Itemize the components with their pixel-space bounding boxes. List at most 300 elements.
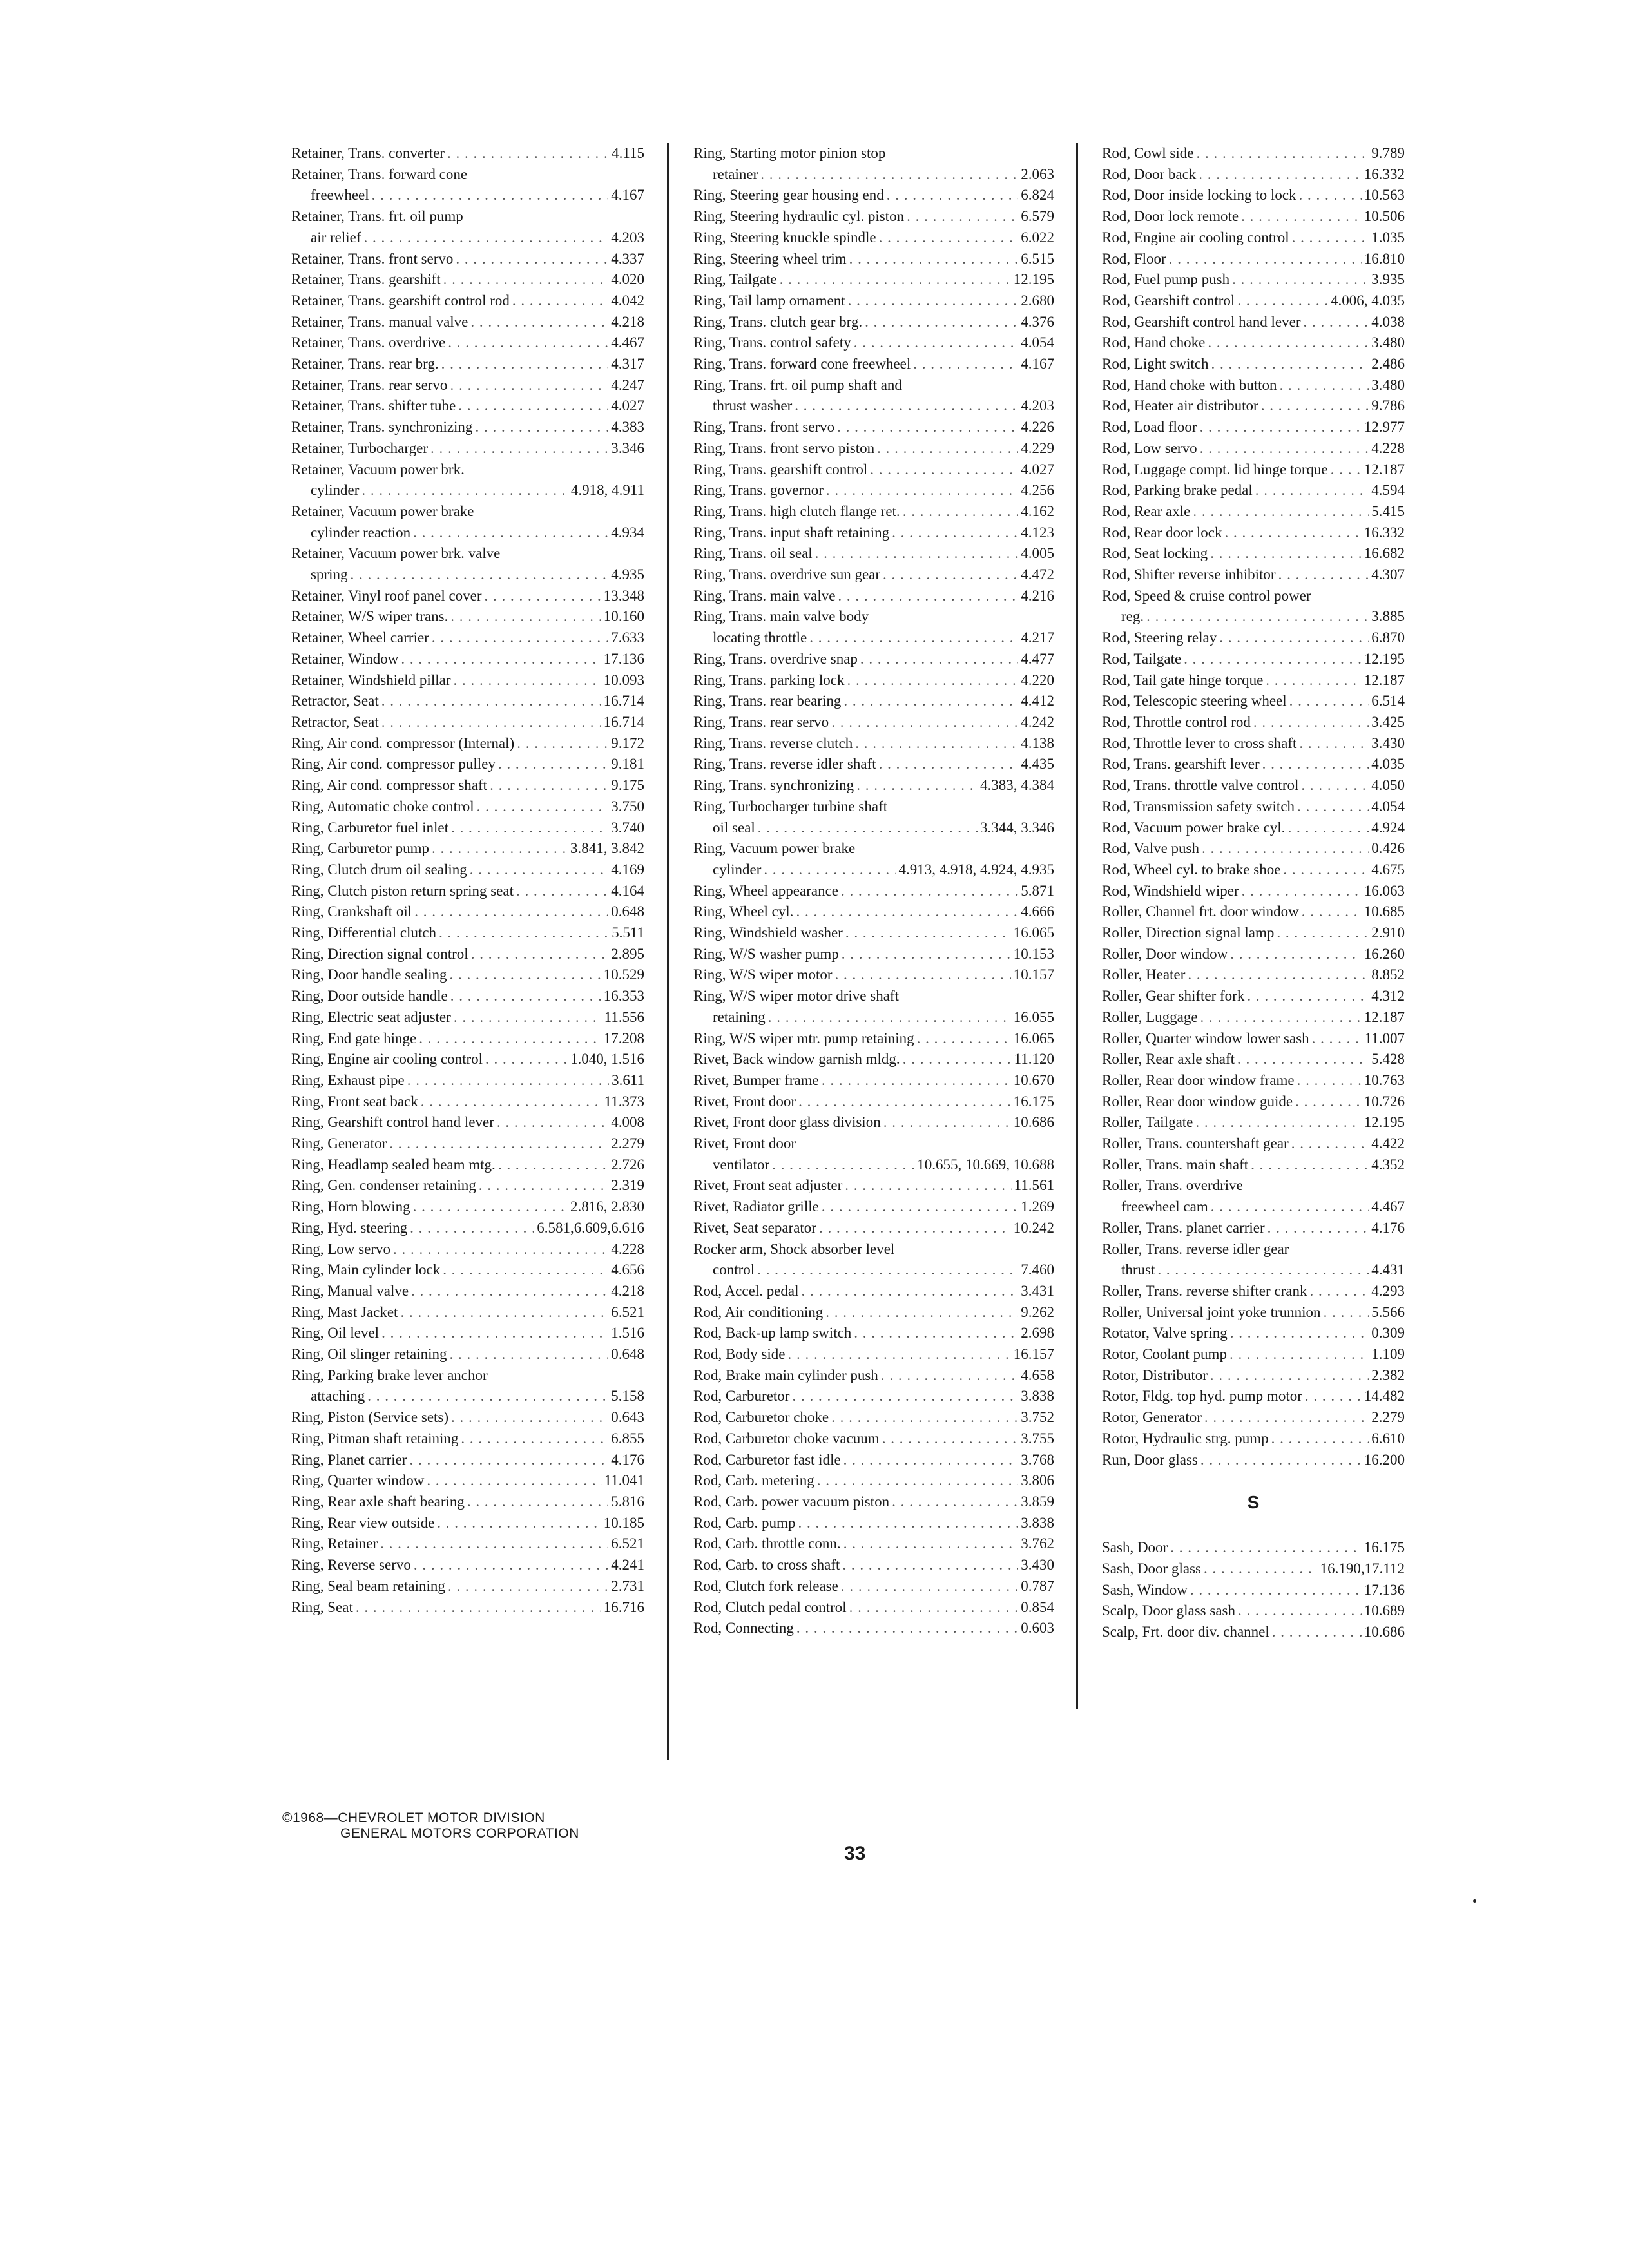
dot-leader <box>819 1218 1011 1239</box>
entry-page-ref: 4.218 <box>611 313 644 330</box>
entry-page-ref: 4.054 <box>1371 798 1405 814</box>
dot-leader <box>1309 1281 1369 1302</box>
entry-term: Rod, Heater air distributor <box>1102 398 1258 414</box>
dot-leader <box>817 1470 1018 1492</box>
dot-leader <box>1292 227 1369 249</box>
entry-page-ref: 3.480 <box>1371 334 1405 351</box>
dot-leader <box>841 881 1018 902</box>
entry-term: Ring, Manual valve <box>291 1282 409 1299</box>
entry-page-ref: 16.065 <box>1013 925 1054 941</box>
dot-leader <box>798 1513 1018 1534</box>
entry-term: Sash, Door glass <box>1102 1561 1201 1577</box>
index-entry <box>291 923 644 944</box>
entry-term: Rod, Throttle lever to cross shaft <box>1102 735 1297 751</box>
entry-term: Scalp, Door glass sash <box>1102 1602 1235 1619</box>
index-entry <box>693 543 1054 564</box>
entry-term: Retainer, Trans. frt. oil pump <box>291 208 463 225</box>
entry-term: Roller, Luggage <box>1102 1008 1198 1025</box>
dot-leader <box>407 1070 609 1091</box>
dot-leader <box>849 1597 1019 1619</box>
entry-page-ref: 4.594 <box>1371 482 1405 499</box>
index-entry <box>291 649 644 670</box>
entry-term: Ring, Gen. condenser retaining <box>291 1177 476 1194</box>
index-entry <box>1102 269 1405 291</box>
entry-page-ref: 0.426 <box>1371 840 1405 857</box>
entry-page-ref: 4.383, 4.384 <box>980 777 1054 794</box>
entry-term: Ring, Reverse servo <box>291 1557 411 1573</box>
index-entry <box>1102 1049 1405 1070</box>
entry-term: Ring, Steering wheel trim <box>693 250 847 267</box>
index-entry <box>291 670 644 691</box>
entry-term: Rod, Trans. throttle valve control <box>1102 777 1299 794</box>
entry-page-ref: 4.169 <box>611 861 644 878</box>
entry-page-ref: 0.309 <box>1371 1325 1405 1341</box>
entry-page-ref: 3.346 <box>611 439 644 456</box>
index-entry <box>1102 733 1405 754</box>
entry-page-ref: 4.220 <box>1021 671 1054 688</box>
index-entry <box>693 1428 1054 1450</box>
entry-page-ref: 6.579 <box>1021 208 1054 225</box>
entry-page-ref: 4.054 <box>1021 334 1054 351</box>
dot-leader <box>361 480 568 501</box>
index-entry <box>1102 1091 1405 1113</box>
entry-term: Roller, Tailgate <box>1102 1114 1193 1131</box>
dot-leader <box>780 269 1011 291</box>
index-entry <box>1102 312 1405 333</box>
dot-leader <box>865 312 1018 333</box>
entry-term: Ring, Trans. control safety <box>693 334 851 351</box>
entry-term: Ring, Gearshift control hand lever <box>291 1114 494 1131</box>
index-entry <box>693 796 1054 838</box>
index-entry <box>1102 649 1405 670</box>
entry-page-ref: 10.685 <box>1364 903 1405 920</box>
dot-leader <box>381 1323 608 1344</box>
speck <box>1473 1899 1476 1903</box>
entry-page-ref: 2.382 <box>1371 1367 1405 1383</box>
dot-leader <box>1331 459 1362 481</box>
entry-term: Ring, Seat <box>291 1599 353 1615</box>
dot-leader <box>1188 965 1369 986</box>
index-entry <box>1102 1600 1405 1622</box>
dot-leader <box>837 417 1018 438</box>
entry-page-ref: 4.038 <box>1371 313 1405 330</box>
entry-term: Roller, Rear axle shaft <box>1102 1051 1235 1068</box>
entry-page-ref: 10.686 <box>1364 1624 1405 1640</box>
entry-term: Rod, Light switch <box>1102 356 1209 372</box>
entry-page-ref: 5.566 <box>1371 1303 1405 1320</box>
dot-leader <box>787 1344 1010 1365</box>
dot-leader <box>831 1407 1018 1428</box>
dot-leader <box>414 1555 608 1576</box>
copyright-line: ©1968—CHEVROLET MOTOR DIVISION <box>282 1811 545 1825</box>
index-entry <box>291 417 644 438</box>
index-entry <box>1102 1007 1405 1028</box>
index-entry <box>1102 1028 1405 1050</box>
index-entry <box>693 1344 1054 1365</box>
entry-page-ref: 4.203 <box>1021 398 1054 414</box>
index-entry <box>693 881 1054 902</box>
entry-term: Retainer, Trans. overdrive <box>291 334 446 351</box>
entry-page-ref: 4.658 <box>1021 1367 1054 1383</box>
entry-term: Rod, Speed & cruise control power <box>1102 587 1311 604</box>
dot-leader <box>461 1428 608 1450</box>
dot-leader <box>456 249 608 270</box>
entry-continuation: thrust washer <box>713 398 793 414</box>
entry-term: Roller, Trans. overdrive <box>1102 1177 1243 1194</box>
dot-leader <box>401 649 601 670</box>
dot-leader <box>471 944 609 965</box>
entry-page-ref: 10.763 <box>1364 1072 1405 1088</box>
index-entry <box>1102 164 1405 186</box>
dot-leader <box>450 986 601 1007</box>
index-entry <box>693 185 1054 206</box>
entry-term: Rod, Hand choke <box>1102 334 1206 351</box>
dot-leader <box>448 332 608 354</box>
index-entry <box>1102 901 1405 923</box>
index-entry <box>291 691 644 712</box>
dot-leader <box>432 628 608 649</box>
entry-term: Roller, Gear shifter fork <box>1102 988 1245 1004</box>
entry-page-ref: 4.050 <box>1371 777 1405 794</box>
entry-term: Rod, Vacuum power brake cyl. <box>1102 819 1286 836</box>
dot-leader <box>451 818 608 839</box>
index-entry <box>291 733 644 754</box>
dot-leader <box>1230 944 1362 965</box>
entry-page-ref: 10.689 <box>1364 1602 1405 1619</box>
dot-leader <box>1190 1580 1362 1601</box>
dot-leader <box>847 670 1018 691</box>
index-entry <box>693 775 1054 796</box>
index-entry <box>1102 1365 1405 1387</box>
entry-page-ref: 3.762 <box>1021 1535 1054 1552</box>
entry-page-ref: 2.486 <box>1371 356 1405 372</box>
entry-continuation: locating throttle <box>713 629 807 646</box>
dot-leader <box>1195 1112 1361 1133</box>
entry-page-ref: 5.511 <box>612 925 644 941</box>
entry-page-ref: 4.477 <box>1021 650 1054 667</box>
entry-page-ref: 5.871 <box>1021 882 1054 899</box>
index-entry <box>693 417 1054 438</box>
entry-term: Rod, Load floor <box>1102 419 1197 436</box>
index-entry <box>291 396 644 417</box>
corporation-line: GENERAL MOTORS CORPORATION <box>340 1826 579 1841</box>
entry-term: Rod, Valve push <box>1102 840 1199 857</box>
index-entry <box>291 1175 644 1196</box>
entry-term: Retainer, W/S wiper trans. <box>291 608 448 625</box>
entry-term: Ring, Seal beam retaining <box>291 1577 445 1594</box>
entry-page-ref: 3.611 <box>612 1072 644 1088</box>
index-entry <box>291 1597 644 1619</box>
index-entry <box>291 838 644 860</box>
entry-page-ref: 4.176 <box>611 1451 644 1468</box>
dot-leader <box>443 1260 608 1281</box>
entry-term: Roller, Trans. reverse idler gear <box>1102 1240 1289 1257</box>
dot-leader <box>411 1281 608 1302</box>
dot-leader <box>450 606 601 628</box>
entry-term: Run, Door glass <box>1102 1451 1198 1468</box>
entry-term: Ring, Steering gear housing end <box>693 187 884 204</box>
index-entry <box>291 375 644 396</box>
index-entry <box>1102 965 1405 986</box>
entry-page-ref: 6.581,6.609,6.616 <box>537 1219 644 1236</box>
entry-page-ref: 4.115 <box>612 145 644 161</box>
dot-leader <box>917 1028 1011 1050</box>
entry-term: Rod, Telescopic steering wheel <box>1102 693 1287 709</box>
entry-term: Ring, Tail lamp ornament <box>693 292 845 309</box>
entry-continuation: retainer <box>713 166 758 182</box>
dot-leader <box>381 712 601 733</box>
index-entry <box>1102 523 1405 544</box>
entry-term: Ring, Trans. governor <box>693 482 824 499</box>
entry-page-ref: 16.175 <box>1364 1539 1405 1556</box>
entry-term: Retainer, Trans. rear brg. <box>291 356 439 372</box>
entry-page-ref: 4.666 <box>1021 903 1054 920</box>
index-entry <box>693 312 1054 333</box>
dot-leader <box>421 1091 602 1113</box>
dot-leader <box>1200 1450 1362 1471</box>
index-entry <box>693 332 1054 354</box>
dot-leader <box>825 1302 1018 1323</box>
dot-leader <box>372 185 609 206</box>
dot-leader <box>1261 396 1369 417</box>
dot-leader <box>892 1492 1018 1513</box>
entry-term: Rod, Windshield wiper <box>1102 882 1239 899</box>
dot-leader <box>1291 1133 1369 1155</box>
entry-page-ref: 3.768 <box>1021 1451 1054 1468</box>
entry-term: Rod, Carburetor choke vacuum <box>693 1430 880 1446</box>
index-entry <box>693 1302 1054 1323</box>
dot-leader <box>364 227 609 249</box>
dot-leader <box>447 143 609 164</box>
entry-page-ref: 4.431 <box>1371 1262 1405 1278</box>
entry-page-ref: 2.698 <box>1021 1325 1054 1341</box>
index-entry <box>291 1112 644 1133</box>
index-entry <box>291 438 644 459</box>
index-entry <box>1102 1175 1405 1217</box>
entry-continuation: oil seal <box>713 819 755 836</box>
entry-term: Rotor, Distributor <box>1102 1367 1208 1383</box>
entry-term: Ring, Hyd. steering <box>291 1219 408 1236</box>
index-column-2 <box>693 143 1054 1639</box>
entry-page-ref: 2.680 <box>1021 292 1054 309</box>
index-entry <box>291 775 644 796</box>
index-entry <box>693 1533 1054 1555</box>
index-entry <box>693 459 1054 481</box>
entry-term: Ring, Parking brake lever anchor <box>291 1367 488 1383</box>
dot-leader <box>400 1302 608 1323</box>
dot-leader <box>453 670 601 691</box>
entry-term: Ring, Steering hydraulic cyl. piston <box>693 208 905 225</box>
entry-page-ref: 3.885 <box>1371 608 1405 625</box>
entry-term: Ring, Trans. overdrive sun gear <box>693 566 881 583</box>
entry-page-ref: 10.563 <box>1364 187 1405 204</box>
entry-term: Rod, Brake main cylinder push <box>693 1367 878 1383</box>
entry-term: Rod, Fuel pump push <box>1102 271 1230 288</box>
dot-leader <box>1299 733 1369 754</box>
index-entry <box>693 1576 1054 1597</box>
entry-page-ref: 9.262 <box>1021 1303 1054 1320</box>
entry-page-ref: 6.514 <box>1371 693 1405 709</box>
index-entry <box>291 881 644 902</box>
entry-continuation: cylinder reaction <box>311 524 411 541</box>
entry-page-ref: 5.158 <box>611 1388 644 1405</box>
entry-term: Ring, Oil level <box>291 1325 380 1341</box>
index-entry <box>693 375 1054 417</box>
dot-leader <box>845 1175 1011 1196</box>
index-entry <box>291 354 644 375</box>
entry-page-ref: 3.838 <box>1021 1388 1054 1405</box>
entry-page-ref: 4.312 <box>1371 988 1405 1004</box>
entry-term: Rod, Gearshift control hand lever <box>1102 313 1301 330</box>
entry-term: Ring, Engine air cooling control <box>291 1051 483 1068</box>
index-entry <box>693 1091 1054 1113</box>
entry-term: Rocker arm, Shock absorber level <box>693 1240 895 1257</box>
dot-leader <box>1283 860 1369 881</box>
entry-term: Scalp, Frt. door div. channel <box>1102 1624 1269 1640</box>
dot-leader <box>802 1281 1019 1302</box>
index-entry <box>291 965 644 986</box>
dot-leader <box>1200 438 1369 459</box>
entry-page-ref: 5.415 <box>1371 503 1405 519</box>
entry-term: Roller, Trans. planet carrier <box>1102 1219 1265 1236</box>
entry-term: Rivet, Front door glass division <box>693 1114 881 1131</box>
dot-leader <box>451 1407 608 1428</box>
entry-page-ref: 16.063 <box>1364 882 1405 899</box>
entry-page-ref: 16.065 <box>1013 1030 1054 1046</box>
entry-page-ref: 16.260 <box>1364 945 1405 962</box>
entry-term: Ring, Trans. clutch gear brg. <box>693 313 863 330</box>
index-entry <box>1102 712 1405 733</box>
entry-page-ref: 10.670 <box>1013 1072 1054 1088</box>
entry-page-ref: 12.195 <box>1364 1114 1405 1131</box>
entry-term: Rod, Door inside locking to lock <box>1102 187 1296 204</box>
entry-page-ref: 4.167 <box>611 187 644 204</box>
index-entry <box>291 1218 644 1239</box>
index-entry <box>693 480 1054 501</box>
entry-page-ref: 11.373 <box>604 1093 644 1110</box>
dot-leader <box>351 564 609 586</box>
entry-page-ref: 10.093 <box>603 671 644 688</box>
dot-leader <box>1169 249 1362 270</box>
dot-leader <box>1204 1559 1318 1580</box>
entry-page-ref: 16.714 <box>603 693 644 709</box>
entry-term: Retainer, Windshield pillar <box>291 671 451 688</box>
dot-leader <box>1301 775 1369 796</box>
entry-term: Roller, Trans. main shaft <box>1102 1156 1249 1173</box>
entry-page-ref: 4.256 <box>1021 482 1054 499</box>
entry-page-ref: 4.467 <box>1371 1198 1405 1215</box>
index-entry <box>291 1555 644 1576</box>
entry-term: Retainer, Trans. manual valve <box>291 313 468 330</box>
dot-leader <box>443 269 609 291</box>
index-entry <box>693 670 1054 691</box>
index-entry <box>291 1155 644 1176</box>
entry-page-ref: 1.269 <box>1021 1198 1054 1215</box>
entry-page-ref: 10.153 <box>1013 945 1054 962</box>
dot-leader <box>877 438 1018 459</box>
entry-page-ref: 17.208 <box>603 1030 644 1046</box>
entry-term: Rotor, Hydraulic strg. pump <box>1102 1430 1269 1446</box>
dot-leader <box>432 838 568 860</box>
index-entry <box>1102 1428 1405 1450</box>
entry-page-ref: 4.203 <box>611 229 644 245</box>
entry-term: Rod, Carb. throttle conn. <box>693 1535 841 1552</box>
entry-term: Ring, Electric seat adjuster <box>291 1008 451 1025</box>
entry-term: Ring, Carburetor pump <box>291 840 429 857</box>
entry-page-ref: 4.352 <box>1371 1156 1405 1173</box>
dot-leader <box>883 1112 1011 1133</box>
index-entry <box>291 164 644 206</box>
entry-term: Retainer, Trans. rear servo <box>291 376 448 393</box>
index-entry <box>291 1302 644 1323</box>
dot-leader <box>1238 1600 1362 1622</box>
index-entry <box>1102 586 1405 628</box>
index-entry <box>291 1344 644 1365</box>
entry-term: Rivet, Bumper frame <box>693 1072 819 1088</box>
entry-term: Roller, Trans. reverse shifter crank <box>1102 1282 1307 1299</box>
dot-leader <box>1268 1218 1369 1239</box>
entry-page-ref: 4.226 <box>1021 419 1054 436</box>
index-entry <box>291 1365 644 1407</box>
index-entry <box>693 249 1054 270</box>
entry-term: Rod, Door back <box>1102 166 1197 182</box>
entry-page-ref: 7.460 <box>1021 1262 1054 1278</box>
index-entry <box>1102 1622 1405 1643</box>
index-entry <box>291 796 644 818</box>
entry-term: Rivet, Front door <box>693 1135 796 1152</box>
index-entry <box>693 586 1054 607</box>
entry-page-ref: 0.643 <box>611 1409 644 1426</box>
entry-term: Rod, Shifter reverse inhibitor <box>1102 566 1276 583</box>
entry-term: Rod, Carb. power vacuum piston <box>693 1494 890 1510</box>
entry-continuation: thrust <box>1121 1262 1155 1278</box>
entry-term: Rotor, Generator <box>1102 1409 1202 1426</box>
entry-term: Ring, Mast Jacket <box>291 1303 398 1320</box>
entry-page-ref: 10.242 <box>1013 1219 1054 1236</box>
dot-leader <box>413 523 608 544</box>
entry-term: Retainer, Wheel carrier <box>291 629 429 646</box>
index-entry <box>1102 818 1405 839</box>
index-entry <box>693 901 1054 923</box>
dot-leader <box>409 1450 608 1471</box>
entry-page-ref: 12.187 <box>1364 1008 1405 1025</box>
entry-term: Ring, Differential clutch <box>291 925 437 941</box>
entry-page-ref: 4.656 <box>611 1262 644 1278</box>
entry-term: Rod, Carburetor <box>693 1388 790 1405</box>
entry-term: Ring, Retainer <box>291 1535 378 1552</box>
dot-leader <box>1208 332 1369 354</box>
index-entry <box>1102 754 1405 775</box>
dot-leader <box>430 438 608 459</box>
entry-term: Ring, Clutch piston return spring seat <box>291 882 514 899</box>
dot-leader <box>450 375 608 396</box>
entry-page-ref: 10.506 <box>1364 208 1405 225</box>
entry-page-ref: 6.824 <box>1021 187 1054 204</box>
entry-term: Retainer, Trans. synchronizing <box>291 419 473 436</box>
dot-leader <box>1211 1196 1369 1218</box>
dot-leader <box>854 1323 1018 1344</box>
entry-page-ref: 6.870 <box>1371 629 1405 646</box>
entry-page-ref: 2.279 <box>1371 1409 1405 1426</box>
index-entry <box>291 944 644 965</box>
index-entry <box>291 1260 644 1281</box>
index-entry <box>291 712 644 733</box>
dot-leader <box>1297 1070 1362 1091</box>
dot-leader <box>757 1260 1018 1281</box>
entry-term: Ring, Quarter window <box>291 1472 425 1489</box>
entry-term: Rod, Clutch pedal control <box>693 1599 847 1615</box>
dot-leader <box>517 733 608 754</box>
